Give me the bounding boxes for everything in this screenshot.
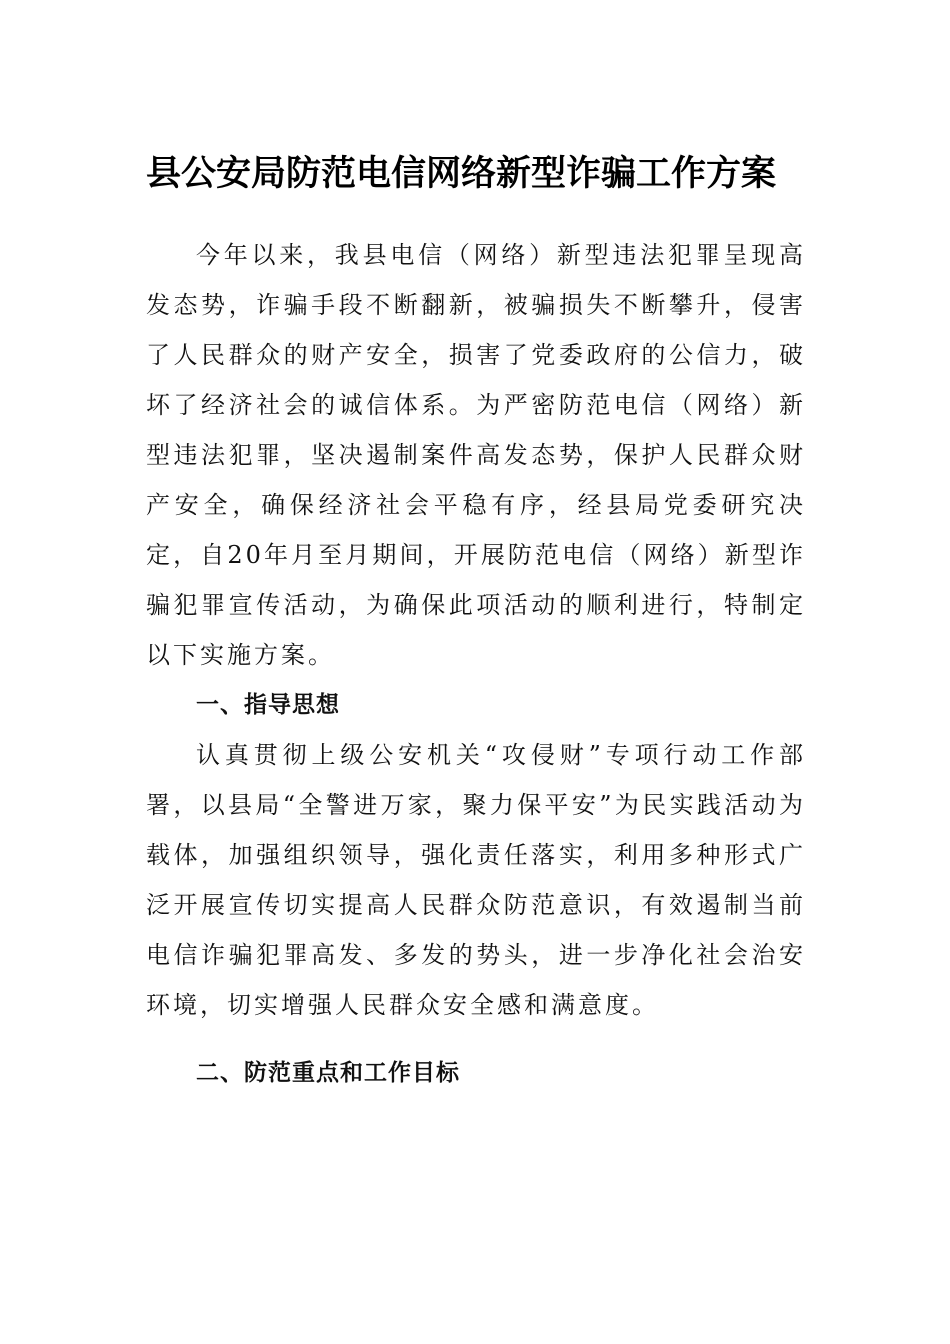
document-title: 县公安局防范电信网络新型诈骗工作方案 xyxy=(146,154,777,194)
guiding-principle-paragraph: 认真贯彻上级公安机关“攻侵财”专项行动工作部署，以县局“全警进万家，聚力保平安”为民实践活动为载体，加强组织领导，强化责任落实，利用多种形式广泛开展宣传切实提高人民群众防范意识，有效遏制当前电信诈骗犯罪高发、多发的势头，进一步净化社会治安环境，切实增强人民群众安全感和满意度。 xyxy=(146,741,806,1019)
section-heading-guiding-principle: 一、指导思想 xyxy=(196,692,340,718)
document-body xyxy=(146,230,806,1098)
section-heading-focus-and-goals: 二、防范重点和工作目标 xyxy=(196,1060,460,1086)
intro-paragraph: 今年以来，我县电信（网络）新型违法犯罪呈现高发态势，诈骗手段不断翻新，被骗损失不断攀升，侵害了人民群众的财产安全，损害了党委政府的公信力，破坏了经济社会的诚信体系。为严密防范电信（网络）新型违法犯罪，坚决遏制案件高发态势，保护人民群众财产安全，确保经济社会平稳有序，经县局党委研究决定，自20年月至月期间，开展防范电信（网络）新型诈骗犯罪宣传活动，为确保此项活动的顺利进行，特制定以下实施方案。 xyxy=(146,241,806,669)
